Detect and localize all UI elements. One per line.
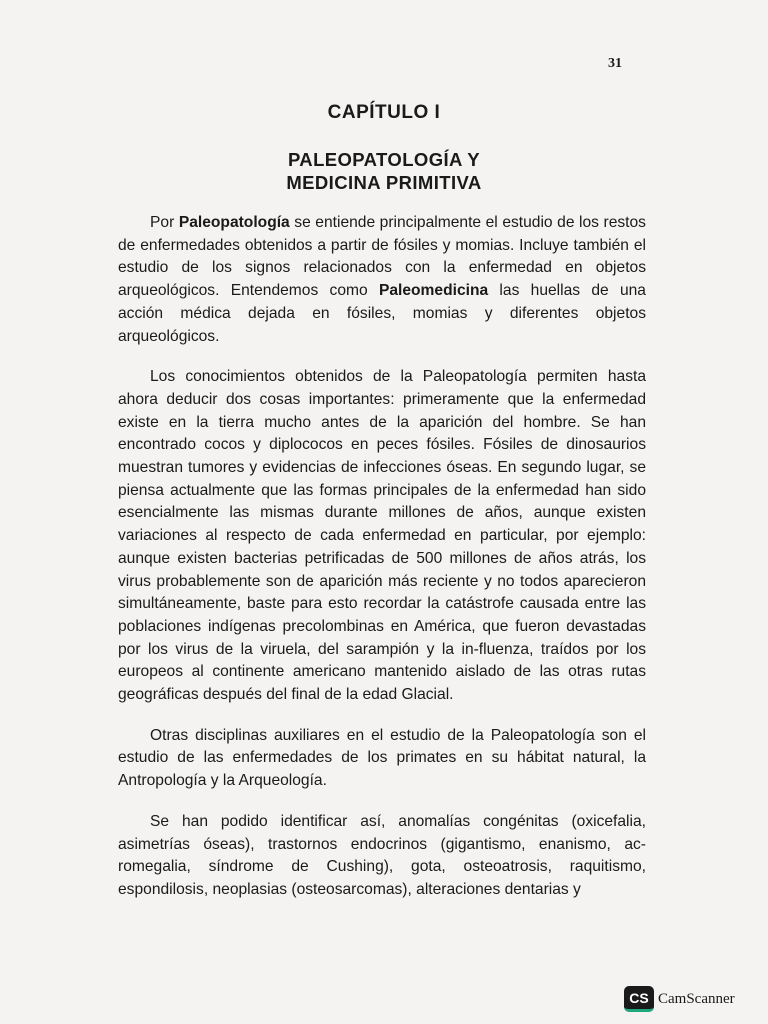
- paragraph-3: Otras disciplinas auxiliares en el estudio de la Paleopatología son el estudio de las enfermedades de los primates en su hábitat natural, la Antropología y la Arqueología.: [118, 726, 646, 790]
- term-paleopatologia: Paleopatología: [178, 214, 290, 231]
- camscanner-logo-icon: CS: [624, 986, 654, 1012]
- paragraph-4: Se han podido identificar así, anomalías congénitas (oxicefalia, asimetrías óseas), trastornos endocrinos (gigantismo, enanismo, ac-romegalia, síndrome de Cushing), gota, osteoatrosis, raquitismo, espondilosis, neoplasias (osteosarcomas), alteraciones dentarias y: [118, 812, 646, 898]
- paragraph-2: Los conocimientos obtenidos de la Paleopatología permiten hasta ahora deducir dos cosas importantes: primeramente que la enfermedad existe en la tierra mucho antes de la aparición del hombre. Se han encontrado cocos y diplococos en peces fósiles. Fósiles de dinosaurios muestran tumores y evidencias de infecciones óseas. En segundo lugar, se piensa actualmente que las formas principales de la enfermedad han sido esencialmente las mismas durante millones de años, aunque existen variaciones al respecto de cada enfermedad en particular, por ejemplo: aunque existen bacterias petrificadas de 500 millones de años atrás, los virus probablemente son de aparición más reciente y no todos aparecieron simultáneamente, baste para esto recordar la catástrofe causada entre las poblaciones indígenas precolombinas en América, que fueron devastadas por los virus de la viruela, del sarampión y la in-fluenza, traídos por los europeos al continente americano mantenido aislado de las otras rutas geográficas después del final de la edad Glacial.: [118, 368, 646, 704]
- chapter-title-line-2: MEDICINA PRIMITIVA: [286, 172, 482, 193]
- body-text: [118, 212, 646, 920]
- paragraph-1-text-a: Por: [150, 214, 179, 231]
- camscanner-label: CamScanner: [658, 990, 735, 1007]
- page-number: 31: [608, 56, 622, 71]
- paragraph-1-text-c: se entiende principalmente el estudio de los restos de enfermedades obtenidos a partir de fósiles y momias. Incluye también el estudio de los signos relacionados con la enfermedad en objetos arqueológicos. Entendemos como: [118, 214, 646, 300]
- term-paleomedicina: Paleomedicina: [378, 282, 489, 300]
- chapter-title-line-1: PALEOPATOLOGÍA Y: [287, 149, 481, 170]
- paragraph-1: [118, 212, 646, 348]
- paragraph-1-text-d: las huellas de una acción médica dejada en fósiles, momias y diferentes objetos arqueológicos.: [118, 282, 646, 345]
- camscanner-watermark: [624, 986, 735, 1012]
- chapter-heading: CAPÍTULO I: [327, 102, 441, 123]
- chapter-title: [0, 148, 768, 194]
